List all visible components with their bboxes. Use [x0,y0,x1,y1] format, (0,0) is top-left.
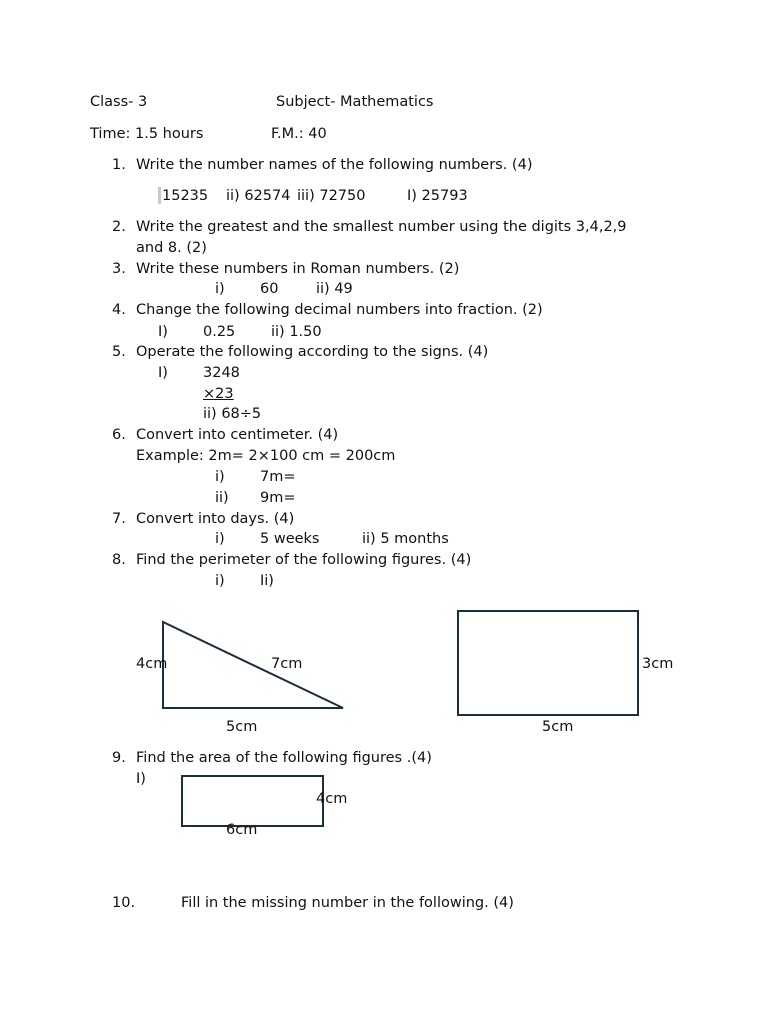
q7-number: 7. [112,511,126,527]
q7-text: Convert into days. (4) [136,511,295,527]
q4-item-1: 0.25 [203,324,236,340]
q1-item-2: ii) 62574 [226,188,291,204]
q3-item-1: 60 [260,281,279,297]
rectangle-height-label: 3cm [642,656,674,672]
q4-item-label-1: I) [158,324,168,340]
q1-item-4: I) 25793 [407,188,468,204]
q2-text-continued: and 8. (2) [136,240,207,256]
q9-rectangle-shape [182,776,323,826]
rectangle-base-label: 5cm [542,719,574,735]
q5-multiplicand: 3248 [203,365,240,381]
q4-text: Change the following decimal numbers into fraction. (2) [136,302,543,318]
q1-text: Write the number names of the following numbers. (4) [136,157,533,173]
q6-item-2: 9m= [260,490,296,506]
q9-rect-height-label: 4cm [316,791,348,807]
rectangle-shape [458,611,638,715]
subject-label: Subject- Mathematics [276,94,434,110]
q1-number: 1. [112,157,126,173]
q9-text: Find the area of the following figures .(4) [136,750,432,766]
q9-number: 9. [112,750,126,766]
triangle-hypotenuse-label: 7cm [271,656,303,672]
q10-number: 10. [112,895,136,911]
class-label: Class- 3 [90,94,148,110]
q6-text: Convert into centimeter. (4) [136,427,339,443]
q2-text: Write the greatest and the smallest number using the digits 3,4,2,9 [136,219,627,235]
q1-item-1: 15235 [162,188,209,204]
full-marks-label: F.M.: 40 [271,126,327,142]
q7-item-1: 5 weeks [260,531,320,547]
q8-item-label-2: Ii) [260,573,274,589]
q2-number: 2. [112,219,126,235]
q10-text: Fill in the missing number in the following. (4) [181,895,514,911]
q6-number: 6. [112,427,126,443]
q5-number: 5. [112,344,126,360]
q3-item-2: ii) 49 [316,281,353,297]
q9-rect-base-label: 6cm [226,822,258,838]
q6-item-label-1: i) [215,469,225,485]
q9-item-label: I) [136,771,146,787]
triangle-shape [163,622,343,708]
q7-item-2: ii) 5 months [362,531,449,547]
q6-item-1: 7m= [260,469,296,485]
q3-number: 3. [112,261,126,277]
q6-item-label-2: ii) [215,490,229,506]
q5-item-label-1: I) [158,365,168,381]
q5-multiplier: ×23 [203,386,234,402]
q8-number: 8. [112,552,126,568]
q4-item-2: ii) 1.50 [271,324,322,340]
q6-example: Example: 2m= 2×100 cm = 200cm [136,448,396,464]
q7-item-label-1: i) [215,531,225,547]
q5-item-2: ii) 68÷5 [203,406,262,422]
triangle-base-label: 5cm [226,719,258,735]
q3-text: Write these numbers in Roman numbers. (2) [136,261,460,277]
q8-item-label-1: i) [215,573,225,589]
q5-text: Operate the following according to the signs. (4) [136,344,489,360]
time-label: Time: 1.5 hours [90,126,204,142]
q1-item-3: iii) 72750 [297,188,366,204]
triangle-height-label: 4cm [136,656,168,672]
q8-text: Find the perimeter of the following figures. (4) [136,552,472,568]
q3-item-label-1: i) [215,281,225,297]
q4-number: 4. [112,302,126,318]
